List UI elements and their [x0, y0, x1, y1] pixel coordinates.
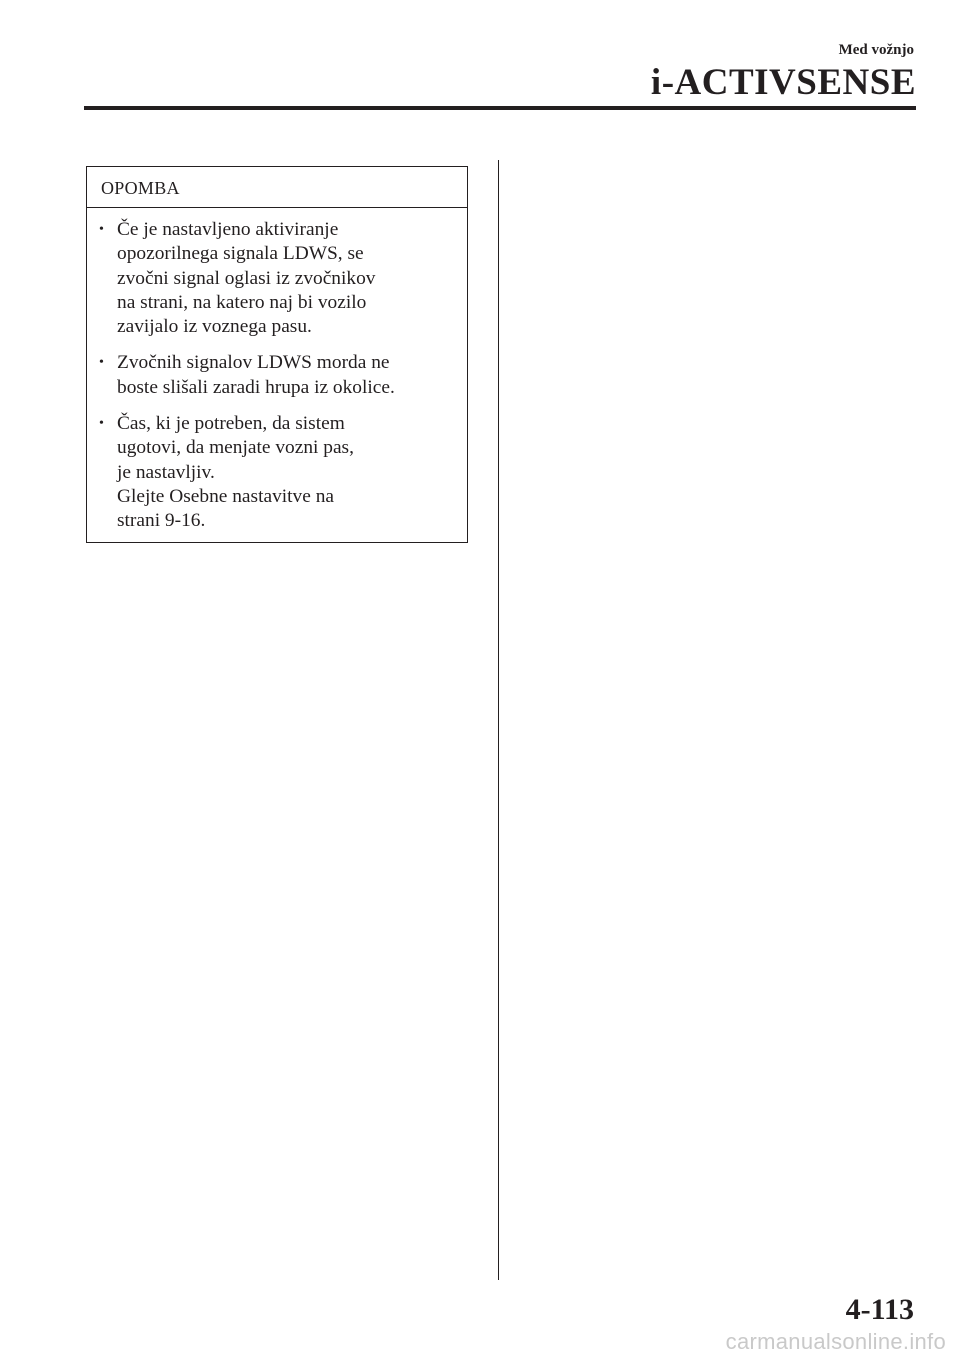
note-line: boste slišali zaradi hrupa iz okolice. [117, 376, 395, 398]
bullet-icon: • [99, 355, 104, 371]
note-item [99, 351, 459, 400]
note-item-text [117, 412, 459, 533]
watermark: carmanualsonline.info [725, 1329, 946, 1354]
note-line: strani 9-16. [117, 510, 206, 532]
column-divider [498, 160, 499, 1280]
chapter-title: i-ACTIVSENSE [650, 62, 916, 103]
note-item-text [117, 218, 459, 339]
section-label: Med vožnjo [838, 42, 914, 58]
note-line: Zvočnih signalov LDWS morda ne [117, 352, 390, 374]
note-line: Če je nastavljeno aktiviranje [117, 219, 339, 240]
note-box [86, 166, 468, 543]
note-line: zvočni signal oglasi iz zvočnikov [117, 267, 376, 289]
note-list [87, 208, 467, 534]
note-item [99, 412, 459, 533]
note-heading: OPOMBA [87, 167, 467, 208]
note-line: zavijalo iz voznega pasu. [117, 316, 312, 338]
note-line: je nastavljiv. [117, 461, 215, 483]
page-number: 4-113 [845, 1293, 914, 1326]
note-item [99, 218, 459, 339]
header-rule [84, 106, 916, 110]
note-item-text [117, 351, 459, 400]
note-line: ugotovi, da menjate vozni pas, [117, 437, 354, 459]
note-line: na strani, na katero naj bi vozilo [117, 291, 367, 313]
note-line: opozorilnega signala LDWS, se [117, 243, 364, 265]
bullet-icon: • [99, 416, 104, 432]
note-line: Čas, ki je potreben, da sistem [117, 413, 345, 435]
bullet-icon: • [99, 222, 104, 237]
note-line: Glejte Osebne nastavitve na [117, 485, 334, 507]
